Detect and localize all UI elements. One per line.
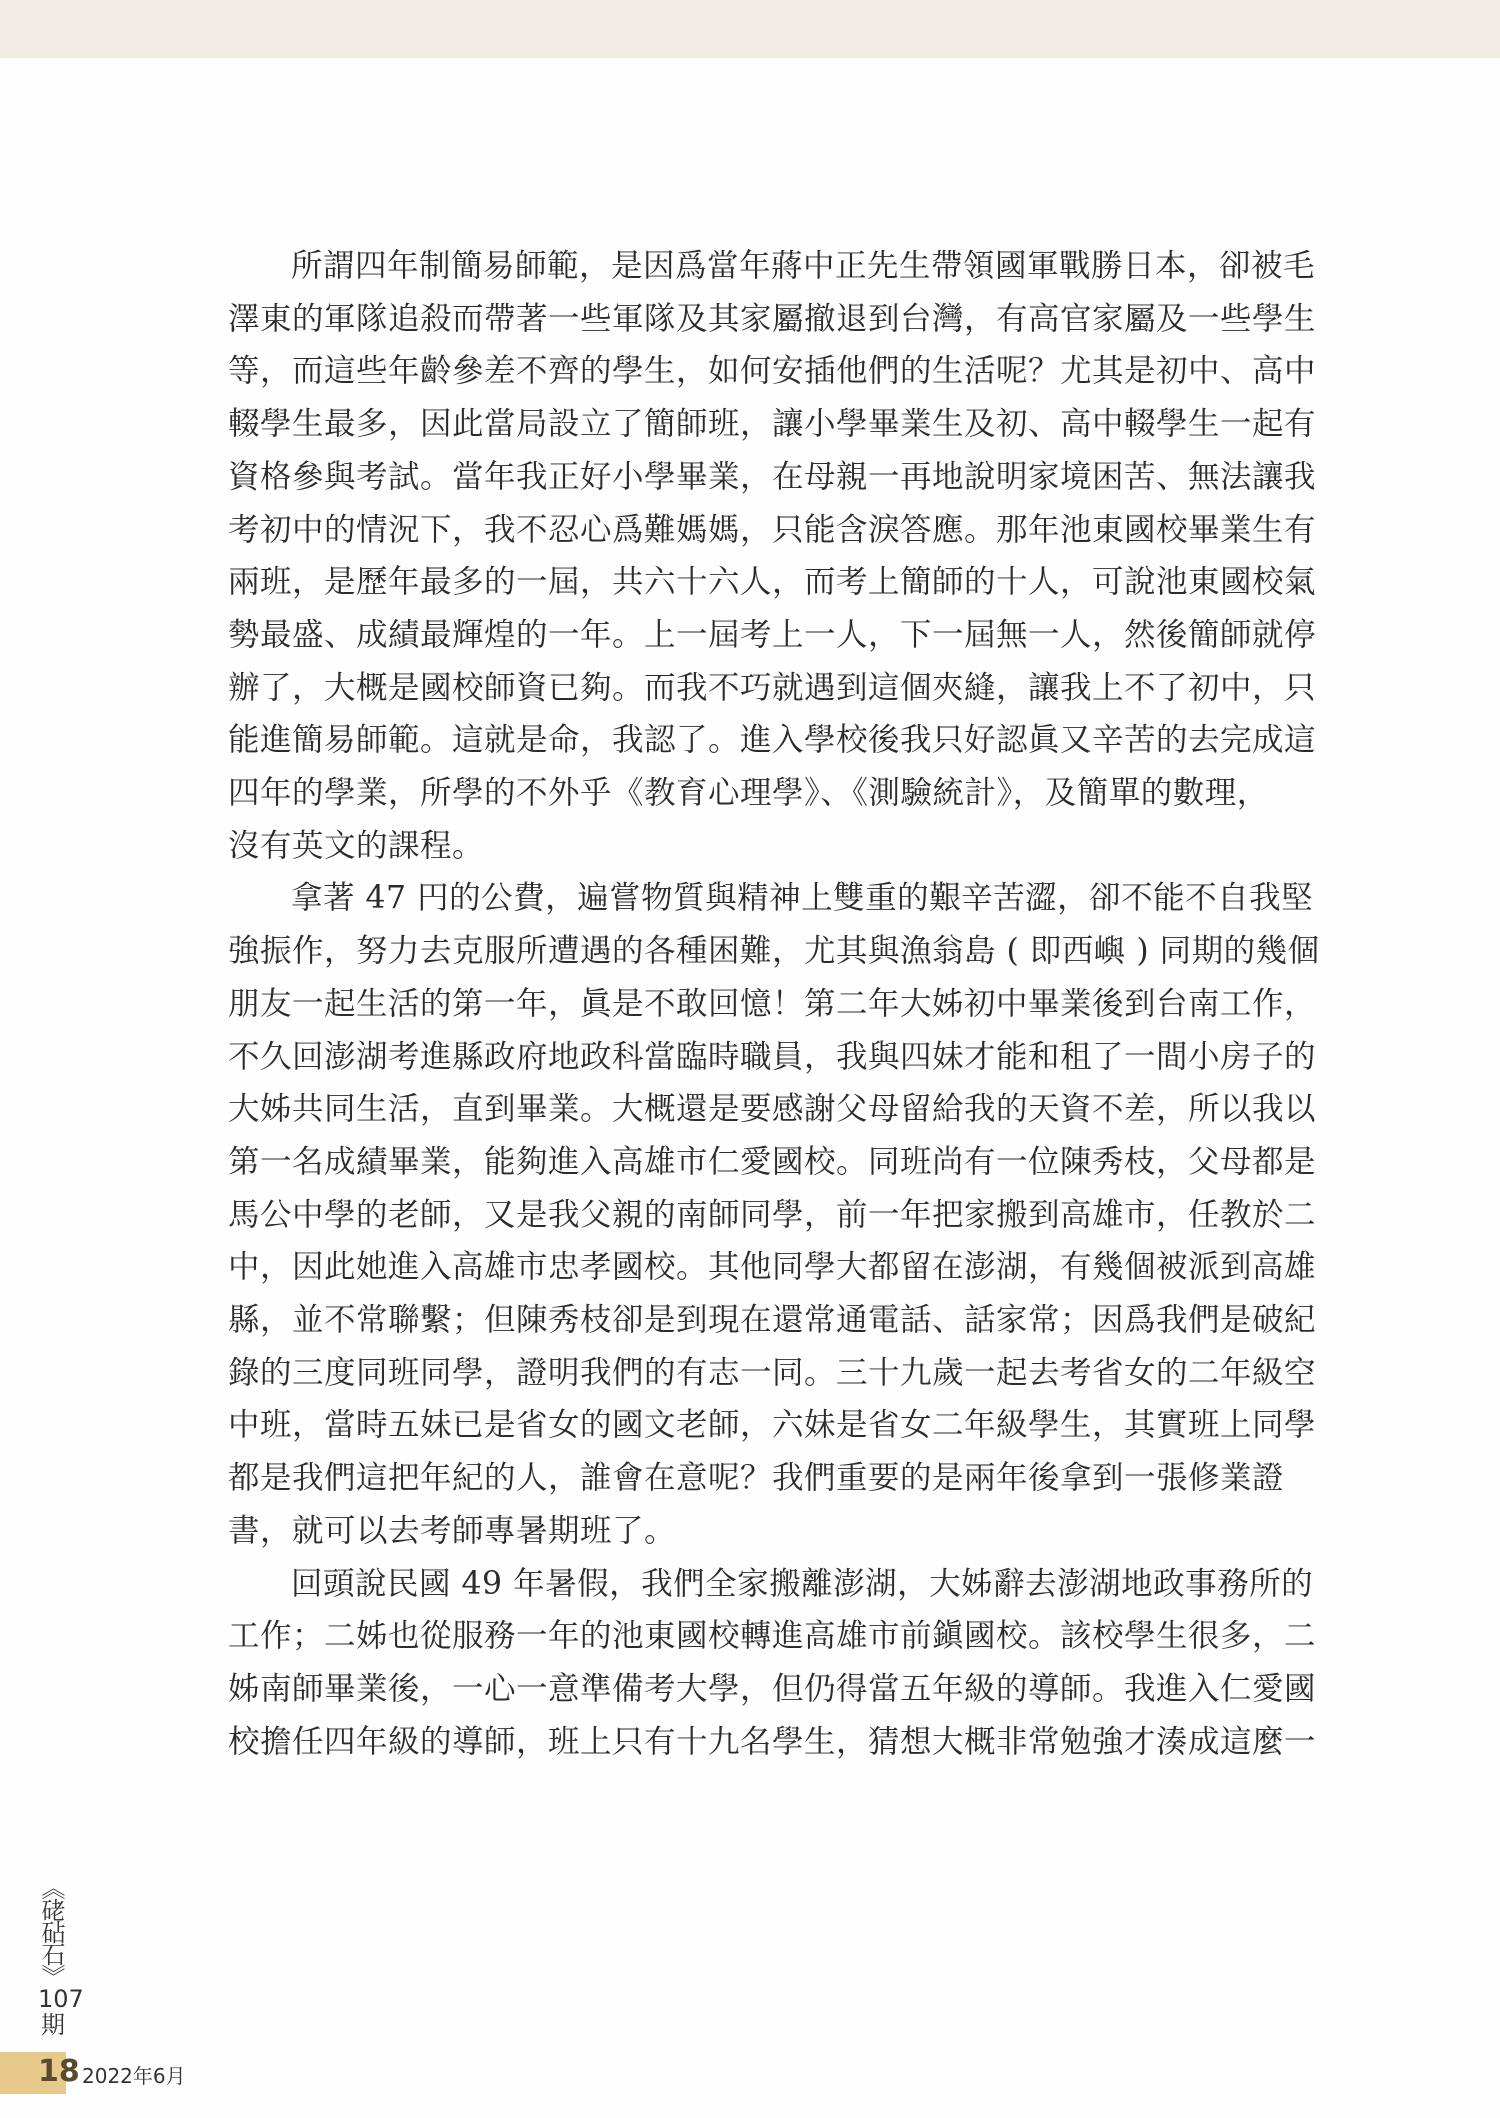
paragraph-3: 回頭說民國 49 年暑假，我們全家搬離澎湖，大姊辭去澎湖地政事務所的 工作；二姊也從服務一年的池東國校轉進高雄市前鎭國校。該校學生很多，二 姊南師畢業後，一心一意準備考大學，但仍得當五年級的導師。我進入仁愛國 校擔任四年級的導師，班上只有十九名學生，猜想大概非常勉強才湊成這麼一 [228,1565,1317,1760]
page-number: 18 [38,2054,80,2089]
journal-title: 《硓砧石》 [37,1876,65,1986]
issue-suffix: 期 [41,2011,65,2039]
issue-date: 2022年6月 [82,2064,186,2088]
paragraph-2: 拿著 47 円的公費，遍嘗物質與精神上雙重的艱辛苦澀，卻不能不自我堅 強振作，努力去克服所遭遇的各種困難，尤其與漁翁島 ( 即西嶼 ) 同期的幾個 朋友一起生活的第一年，眞是不敢回憶！第二年大姊初中畢業後到台南工作， 不久回澎湖考進縣政府地政科當臨時職員，我與四妹才能和租了一間小房子的 大姊共同生活，直到畢業。大概還是要感謝父母留給我的天資不差，所以我以 第一名成績畢業，能夠進入高雄市仁愛國校。同班尚有一位陳秀枝，父母都是 馬公中學的老師，又是我父親的南師同學，前一年把家搬到高雄市，任教於二 中，因此她進入高雄市忠孝國校。其他同學大都留在澎湖，有幾個被派到高雄 縣，並不常聯繫；但陳秀枝卻是到現在還常通電話、話家常；因爲我們是破紀 錄的三度同班同學，證明我們的有志一同。三十九歲一起去考省女的二年級空 中班，當時五妹已是省女的國文老師，六妹是省女二年級學生，其實班上同學 都是我們這把年紀的人，誰會在意呢？我們重要的是兩年後拿到一張修業證 書，就可以去考師專暑期班了。 [228,880,1320,1549]
top-header-band [0,0,1500,58]
article-body [228,240,1328,1768]
journal-issue-label [37,1876,84,2039]
paragraph-1: 所謂四年制簡易師範，是因爲當年蔣中正先生帶領國軍戰勝日本，卻被毛 澤東的軍隊追殺而帶著一些軍隊及其家屬撤退到台灣，有高官家屬及一些學生 等，而這些年齡參差不齊的學生，如何安插他們的生活呢？尤其是初中、高中 輟學生最多，因此當局設立了簡師班，讓小學畢業生及初、高中輟學生一起有 資格參與考試。當年我正好小學畢業，在母親一再地說明家境困苦、無法讓我 考初中的情況下，我不忍心爲難媽媽，只能含淚答應。那年池東國校畢業生有 兩班，是歷年最多的一屆，共六十六人，而考上簡師的十人，可說池東國校氣 勢最盛、成績最輝煌的一年。上一屆考上一人，下一屆無一人，然後簡師就停 辦了，大概是國校師資已夠。而我不巧就遇到這個夾縫，讓我上不了初中，只 能進簡易師範。這就是命，我認了。進入學校後我只好認眞又辛苦的去完成這 四年的學業，所學的不外乎《教育心理學》、《測驗統計》，及簡單的數理， 沒有英文的課程。 [228,248,1317,864]
issue-number: 107 [38,1985,84,2013]
